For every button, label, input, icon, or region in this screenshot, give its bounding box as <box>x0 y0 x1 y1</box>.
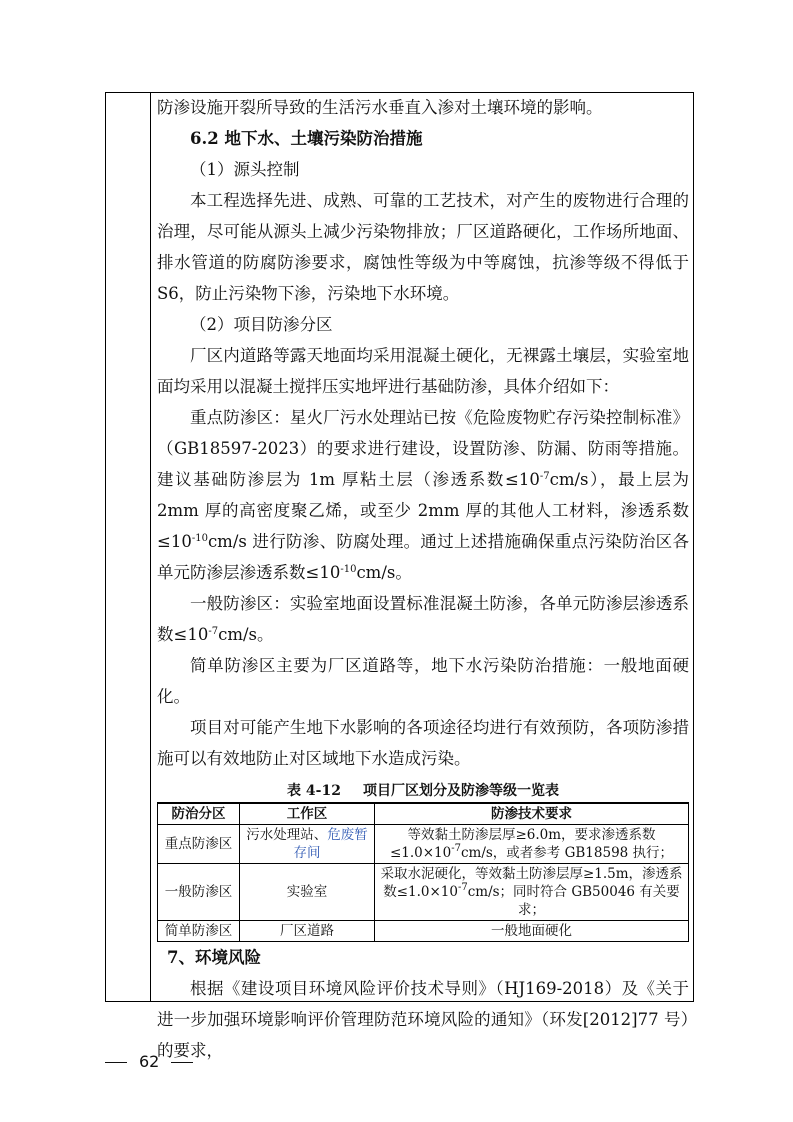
key-zone-text-b: cm/s），最上层为 2mm 厚的高密度聚乙烯，或至少 2mm 厚的其他人工材料，渗透系数≤10 <box>157 470 689 551</box>
page-footer <box>105 1052 193 1071</box>
area-text-b: 危废暂存间 <box>293 827 368 861</box>
req-text-a: 等效黏土防渗层厚≥6.0m，要求渗透系数≤1.0×10 <box>389 827 656 861</box>
general-zone-sup: -7 <box>208 626 219 637</box>
footer-dash-right <box>171 1062 193 1063</box>
paragraph-risk-intro: 根据《建设项目环境风险评价技术导则》（HJ169-2018）及《关于进一步加强环境影响评价管理防范环境风险的通知》（环发[2012]77 号）的要求， <box>157 979 689 1060</box>
key-zone-text-c: cm/s 进行防渗、防腐处理。通过上述措施确保重点污染防治区各单元防渗层渗透系数≤10 <box>157 532 689 582</box>
table-cell-requirement <box>375 825 689 864</box>
table-header-requirement: 防渗技术要求 <box>375 803 689 825</box>
page-number: 62 <box>139 1052 160 1071</box>
frame-left-column-divider <box>150 92 151 1002</box>
section-heading-7: 7、环境风险 <box>167 948 261 967</box>
table-caption <box>157 782 689 800</box>
paragraph-source-control: 本工程选择先进、成熟、可靠的工艺技术，对产生的废物进行合理的治理，尽可能从源头上减少污染物排放；厂区道路硬化，工作场所地面、排水管道的防腐防渗要求，腐蚀性等级为中等腐蚀，抗渗等级不得低于 S6，防止污染物下渗，污染地下水环境。 <box>157 191 689 303</box>
table-row <box>158 921 689 942</box>
subheading-zoning: （2）项目防渗分区 <box>190 315 333 334</box>
footer-dash-left <box>105 1062 127 1063</box>
paragraph-simple-zone: 简单防渗区主要为厂区道路等，地下水污染防治措施：一般地面硬化。 <box>157 656 689 706</box>
table-cell-area: 厂区道路 <box>240 921 375 942</box>
key-zone-text-d: cm/s。 <box>356 563 412 582</box>
zoning-table <box>157 802 689 942</box>
req-sup: -7 <box>451 843 461 854</box>
table-caption-title: 项目厂区划分及防渗等级一览表 <box>362 783 559 799</box>
area-text-a: 污水处理站、 <box>246 827 328 843</box>
general-zone-text-a: 一般防渗区：实验室地面设置标准混凝土防渗，各单元防渗层渗透系数≤10 <box>157 594 689 644</box>
table-cell-zone: 简单防渗区 <box>158 921 240 942</box>
paragraph-continuation: 防渗设施开裂所导致的生活污水垂直入渗对土壤环境的影响。 <box>157 98 603 117</box>
table-header-row <box>158 803 689 825</box>
key-zone-sup-1: -7 <box>539 471 550 482</box>
subheading-source-control: （1）源头控制 <box>190 160 300 179</box>
req-sup: -7 <box>457 882 468 893</box>
table-caption-number: 表 4-12 <box>287 783 341 799</box>
table-cell-zone: 一般防渗区 <box>158 864 240 921</box>
paragraph-prevention-summary: 项目对可能产生地下水影响的各项途径均进行有效预防，各项防渗措施可以有效地防止对区域地下水造成污染。 <box>157 718 689 768</box>
table-header-zone: 防治分区 <box>158 803 240 825</box>
req-text-b: cm/s；同时符合 GB50046 有关要求； <box>467 884 680 918</box>
paragraph-zoning-intro: 厂区内道路等露天地面均采用混凝土硬化，无裸露土壤层，实验室地面均采用以混凝土搅拌压实地坪进行基础防渗，具体介绍如下： <box>157 346 689 396</box>
table-cell-zone: 重点防渗区 <box>158 825 240 864</box>
key-zone-text-a: 重点防渗区：星火厂污水处理站已按《危险废物贮存污染控制标准》（GB18597-2023）的要求进行建设，设置防渗、防漏、防雨等措施。建议基础防渗层为 1m 厚粘土层（渗透系数≤10 <box>157 408 689 489</box>
paragraph-general-zone <box>157 588 689 650</box>
table-cell-requirement: 一般地面硬化 <box>375 921 689 942</box>
table-row <box>158 825 689 864</box>
table-cell-area: 实验室 <box>240 864 375 921</box>
req-text-b: cm/s，或者参考 GB18598 执行； <box>460 845 674 861</box>
table-row <box>158 864 689 921</box>
table-cell-area <box>240 825 375 864</box>
key-zone-sup-2: -10 <box>191 533 208 544</box>
key-zone-sup-3: -10 <box>340 564 357 575</box>
req-text-a: 采取水泥硬化，等效黏土防渗层厚≥1.5m，渗透系数≤1.0×10 <box>380 866 683 900</box>
table-header-area: 工作区 <box>240 803 375 825</box>
paragraph-key-zone <box>157 402 689 588</box>
content-column <box>157 92 689 1066</box>
section-heading-6-2: 6.2 地下水、土壤污染防治措施 <box>190 129 423 148</box>
table-cell-requirement <box>375 864 689 921</box>
general-zone-text-b: cm/s。 <box>218 625 274 644</box>
